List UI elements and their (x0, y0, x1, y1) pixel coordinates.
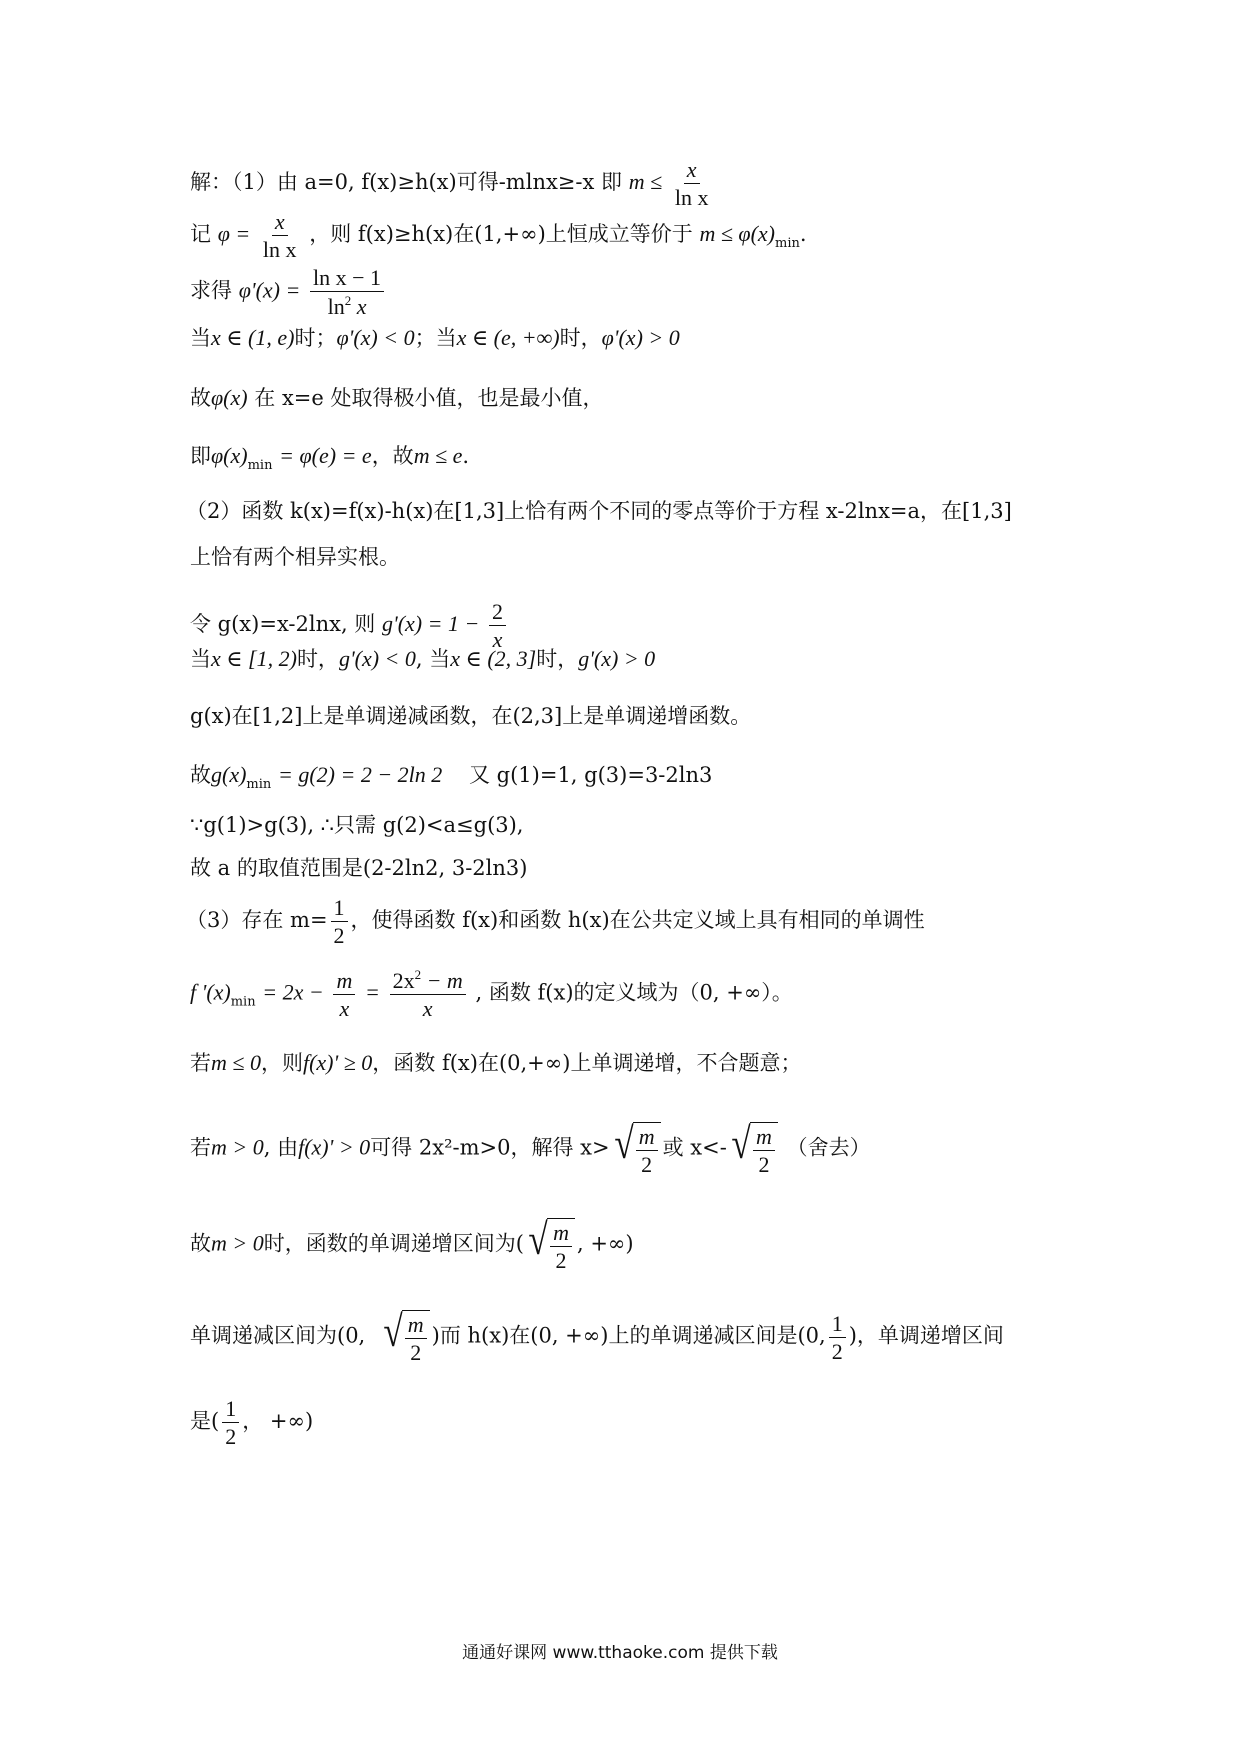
ln-text: ln (327, 294, 345, 320)
sqrt-body (633, 1122, 661, 1176)
frac-den: ln x (674, 185, 709, 211)
frac-num: m (333, 969, 355, 995)
p1-l4-d: φ'(x) < 0 (336, 325, 415, 350)
frac-num: x (684, 158, 700, 184)
sqrt-body (402, 1310, 430, 1364)
p3-l4-e: 可得 2x²-m>0，解得 x> (370, 1135, 610, 1160)
p2-line-2: 上恰有两个相异实根。 (190, 545, 400, 569)
frac-den: 2 (758, 1152, 770, 1178)
fraction-2x2-minus-m (390, 968, 466, 1020)
p3-l2-b: = 2x − (262, 979, 324, 1005)
sqrt-m-over-2-b (729, 1119, 778, 1178)
p3-l4-b: m > 0 (211, 1134, 264, 1160)
fraction-m-over-2 (405, 1313, 427, 1364)
sqrt-m-over-2-d (381, 1307, 430, 1366)
p2-l3-a: 令 g(x)=x-2lnx, 则 (190, 612, 376, 637)
p1-l3-a: 求得 (190, 278, 232, 303)
p2-line-6 (190, 764, 712, 791)
fraction-m-over-2 (550, 1221, 572, 1272)
p1-l6-e: m ≤ e (413, 443, 463, 468)
radical-sign: √ (613, 1119, 634, 1168)
p3-line-5 (190, 1215, 634, 1274)
p1-l4-a: 当 (190, 326, 211, 350)
num-minus-m: − m (426, 968, 463, 993)
p2-l3-b: g'(x) = 1 − (382, 611, 480, 637)
frac-num: m (550, 1221, 572, 1247)
p3-l3-e: ，函数 f(x)在(0,+∞)上单调递增，不合题意； (372, 1051, 802, 1075)
radical-sign: √ (528, 1215, 548, 1264)
p2-l4-g: 时， (536, 647, 579, 671)
p1-l2-c: m ≤ φ(x) (699, 221, 776, 247)
p1-l1-m: m ≤ (628, 169, 663, 195)
frac-num: 1 (331, 896, 348, 922)
fraction-x-over-lnx-2 (260, 210, 300, 261)
p3-l4-c: , 由 (263, 1135, 299, 1160)
frac-num: 2 (489, 600, 506, 626)
p2-l4-f: x ∈ (2, 3] (450, 646, 537, 671)
p3-l4-f: 或 x<- (662, 1135, 727, 1160)
frac-den: 2 (225, 1424, 237, 1450)
p2-l4-d: g'(x) < 0 (338, 646, 416, 671)
frac-den: 2 (641, 1152, 653, 1178)
p3-line-3 (190, 1052, 801, 1074)
p3-l2-c: = (365, 979, 380, 1005)
p3-l2-a: f '(x) (190, 979, 231, 1005)
p2-l6-a: 故 (190, 763, 211, 787)
square-sup: 2 (344, 293, 352, 309)
p1-l5-a: 故 (190, 386, 211, 410)
frac-num: m (405, 1313, 427, 1339)
p1-l6-f: . (462, 444, 470, 468)
p1-line-1 (190, 158, 715, 209)
fraction-2-over-x (489, 600, 506, 651)
p1-l5-b: φ(x) (211, 385, 248, 410)
p3-line-2 (190, 968, 793, 1020)
p2-line-5: g(x)在[1,2]上是单调递减函数，在(2,3]上是单调递增函数。 (190, 704, 752, 728)
p3-l3-b: m ≤ 0 (211, 1050, 261, 1075)
p3-l1-a: （3）存在 m= (186, 908, 328, 933)
x-text: x (356, 294, 367, 320)
frac-num: m (753, 1125, 775, 1151)
frac-num: 1 (829, 1312, 846, 1338)
p2-line-1: （2）函数 k(x)=f(x)-h(x)在[1,3]上恰有两个不同的零点等价于方程 x-2lnx=a，在[1,3] (186, 499, 1012, 523)
p1-l2-b: ，则 f(x)≥h(x)在(1,+∞)上恒成立等价于 (309, 222, 693, 247)
p2-l4-c: 时， (296, 647, 339, 671)
frac-den: x (339, 995, 350, 1021)
frac-den: ln x (262, 237, 297, 263)
p2-l6-d: 又 g(1)=1, g(3)=3-2ln3 (468, 763, 713, 787)
frac-num: 1 (222, 1397, 239, 1423)
sqrt-m-over-2 (612, 1119, 661, 1178)
sqrt-body (547, 1218, 575, 1272)
p3-l5-a: 故 (190, 1231, 211, 1256)
p3-line-6 (190, 1307, 1004, 1366)
min-subscript: min (230, 994, 256, 1010)
p3-l5-b: m > 0 (211, 1230, 264, 1256)
p3-l5-d: , +∞) (576, 1231, 634, 1256)
frac-den: 2 (410, 1340, 422, 1366)
p1-line-3 (190, 266, 387, 318)
p3-l4-d: f(x)' > 0 (298, 1134, 371, 1160)
p1-l1-text: 解：（1）由 a=0, f(x)≥h(x)可得-mlnx≥-x 即 (190, 170, 623, 195)
p2-l4-b: x ∈ [1, 2) (211, 646, 297, 671)
p1-line-5 (190, 387, 604, 409)
p3-l4-a: 若 (190, 1135, 211, 1160)
p2-line-3 (190, 600, 509, 651)
p3-line-4 (190, 1119, 871, 1178)
min-subscript: min (775, 236, 800, 252)
fraction-m-over-2 (753, 1125, 775, 1176)
frac-den: 2 (555, 1248, 567, 1274)
p2-line-4 (190, 648, 655, 670)
p2-l6-c: = g(2) = 2 − 2ln 2 (277, 762, 443, 787)
radical-sign: √ (383, 1307, 403, 1356)
min-subscript: min (246, 777, 272, 792)
p1-l2-phi: φ = (217, 221, 251, 247)
square-sup: 2 (414, 967, 422, 982)
fraction-m-over-x (333, 969, 355, 1020)
p1-l5-c: 在 x=e 处取得极小值，也是最小值， (254, 386, 604, 410)
fraction-one-half (331, 896, 348, 947)
footer-text: 通通好课网 www.tthaoke.com 提供下载 (462, 1643, 778, 1663)
p3-line-7 (190, 1397, 313, 1448)
p2-line-7: ∵g(1)>g(3), ∴只需 g(2)<a≤g(3), (190, 813, 524, 837)
p1-l6-d: ，故 (371, 444, 414, 468)
p1-l4-c: 时； (294, 326, 337, 350)
frac-num (390, 968, 466, 995)
p1-l3-phi: φ'(x) = (238, 277, 301, 303)
p1-line-4 (190, 327, 680, 349)
p3-l5-c: 时，函数的单调递增区间为( (263, 1231, 524, 1256)
fraction-one-half-c (222, 1397, 239, 1448)
frac-den (325, 292, 370, 318)
p1-line-6 (190, 445, 469, 472)
p1-l6-a: 即 (190, 444, 211, 468)
p3-l3-a: 若 (190, 1051, 211, 1075)
sqrt-m-over-2-c (526, 1215, 575, 1274)
frac-num: ln x − 1 (310, 266, 384, 292)
p2-l4-h: g'(x) > 0 (578, 646, 656, 671)
p1-l6-c: = φ(e) = e (279, 443, 372, 468)
p3-l3-c: ，则 (260, 1051, 303, 1075)
fraction-phi-prime (310, 266, 384, 318)
p3-l4-g: （舍去） (786, 1135, 871, 1160)
sqrt-body (750, 1122, 778, 1176)
frac-den: 2 (831, 1338, 843, 1364)
min-subscript: min (247, 458, 273, 473)
p2-l4-e: , 当 (415, 647, 451, 671)
p3-l6-a: 单调递减区间为(0, (190, 1323, 366, 1348)
frac-num: m (636, 1125, 658, 1151)
p1-l4-f: x ∈ (e, +∞) (456, 325, 560, 350)
p1-l2-a: 记 (190, 222, 211, 247)
radical-sign: √ (731, 1119, 751, 1168)
p1-l6-b: φ(x) (211, 443, 248, 468)
frac-den: 2 (333, 923, 345, 949)
p1-line-2: 记 φ = $\frac{x}{\text{ln x}}$ ，则 f(x)≥h(x)在(1,+∞)上恒成立等价于 $m \le \varphi(x)_{min}$. (190, 209, 807, 263)
fraction-m-over-2 (636, 1125, 658, 1176)
p1-l4-e: ；当 (414, 326, 457, 350)
p3-l7-a: 是( (190, 1409, 220, 1434)
p3-l3-d: f(x)' ≥ 0 (302, 1050, 373, 1075)
fraction-one-half-b (829, 1312, 846, 1363)
p1-l4-b: x ∈ (1, e) (211, 325, 295, 350)
p2-line-8: 故 a 的取值范围是(2-2ln2, 3-2ln3) (190, 856, 528, 880)
p3-l1-b: ，使得函数 f(x)和函数 h(x)在公共定义域上具有相同的单调性 (350, 908, 925, 933)
p1-l4-g: 时， (559, 326, 602, 350)
num-2x: 2x (392, 968, 415, 993)
p1-l4-h: φ'(x) > 0 (601, 325, 680, 350)
p2-l4-a: 当 (190, 647, 211, 671)
frac-num: x (272, 210, 288, 236)
fraction-x-over-lnx (672, 158, 712, 209)
p2-l6-b: g(x) (211, 762, 247, 787)
p3-l7-b: ， +∞) (242, 1409, 314, 1434)
frac-den: x (492, 627, 503, 653)
p3-line-1 (186, 896, 925, 947)
frac-den: x (422, 996, 433, 1022)
p3-l6-b: )而 h(x)在(0, +∞)上的单调递减区间是(0, (431, 1323, 826, 1348)
p3-l6-c: )，单调递增区间 (848, 1323, 1004, 1348)
p3-l2-d: , 函数 f(x)的定义域为（0, +∞）。 (475, 980, 793, 1005)
